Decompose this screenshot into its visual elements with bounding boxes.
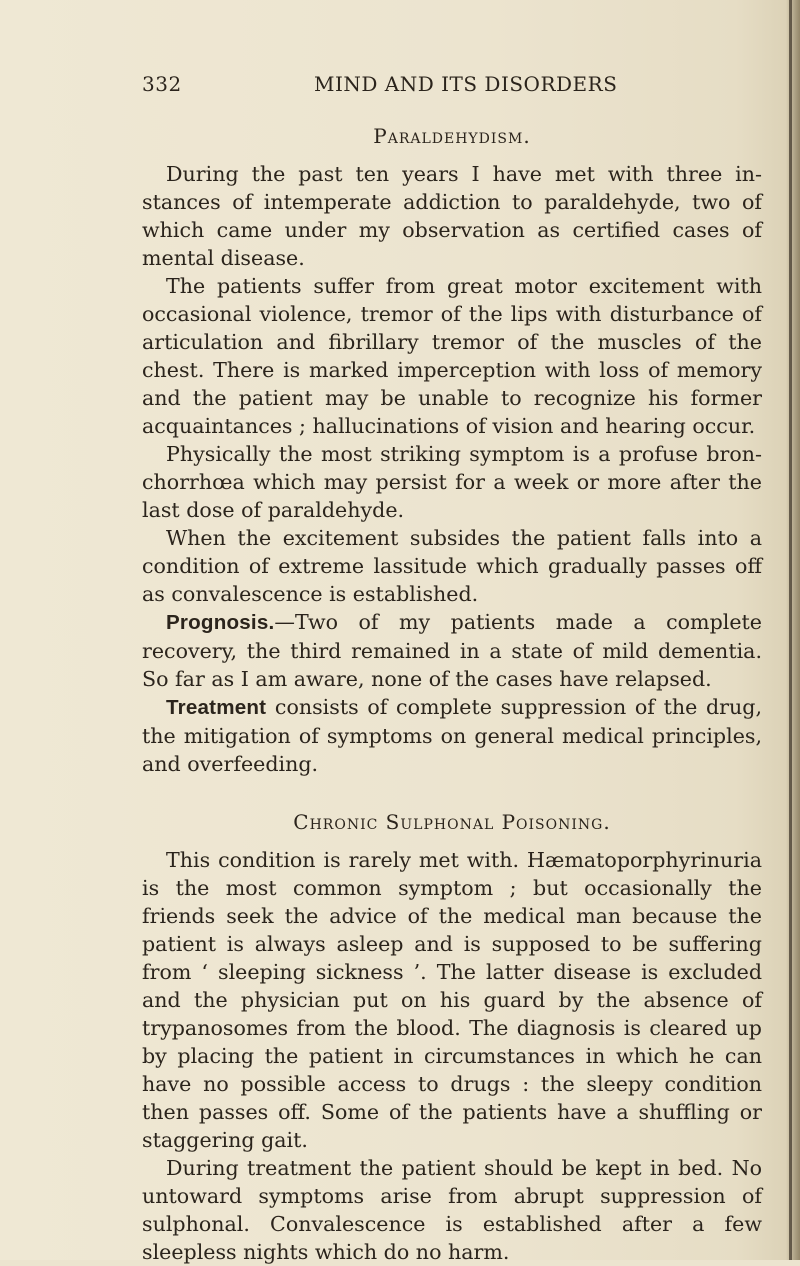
treatment-paragraph [142, 693, 762, 778]
paragraph: The patients suffer from great motor excitement with occasional violence, tremor of the lips with disturbance of articulation and fibrillary tremor of the muscles of the chest. There is marked imperception with loss of memory and the patient may be unable to recognize his former acquaintances ; hallucinations of vision and hearing occur. [142, 274, 762, 438]
prognosis-lead: Prognosis. [166, 611, 275, 634]
treatment-text: consists of complete suppression of the drug, the mitigation of symptoms on general medical principles, and overfeeding. [142, 695, 762, 776]
page-edge-binding [789, 0, 792, 1260]
paragraph: During the past ten years I have met with three instances of intemperate addiction to paraldehyde, two of which came under my observation as certified cases of mental disease. [142, 162, 762, 270]
page-number: 332 [142, 72, 182, 96]
treatment-lead: Treatment [166, 696, 267, 719]
paragraph: Physically the most striking symptom is a profuse bronchorrhœa which may persist for a week or more after the last dose of paraldehyde. [142, 442, 762, 522]
prognosis-paragraph [142, 608, 762, 693]
section-title-sulphonal: Chronic Sulphonal Poisoning. [293, 810, 611, 834]
paragraph: During treatment the patient should be kept in bed. No untoward symptoms arise from abrupt suppression of sulphonal. Convalescence is established after a few sleepless nights which do no harm. [142, 1156, 762, 1264]
body-text [142, 122, 762, 1266]
paragraph: This condition is rarely met with. Hæmatoporphyrinuria is the most common symptom ; but occasionally the friends seek the advice of the medical man because the patient is always asleep and is supposed to be suffering from ‘ sleeping sickness ’. The latter disease is excluded and the physician put on his guard by the absence of trypanosomes from the blood. The diagnosis is cleared up by placing the patient in circumstances in which he can have no possible access to drugs : the sleepy condition then passes off. Some of the patients have a shuffling or staggering gait. [142, 848, 762, 1152]
prognosis-text: —Two of my patients made a complete recovery, the third remained in a state of mild dementia. So far as I am aware, none of the cases have relapsed. [142, 610, 762, 691]
paragraph: When the excitement subsides the patient falls into a condition of extreme lassitude which gradually passes off as convalescence is established. [142, 526, 762, 606]
running-title: MIND AND ITS DISORDERS [314, 72, 618, 96]
section-title-paraldehydism: Paraldehydism. [373, 124, 531, 148]
